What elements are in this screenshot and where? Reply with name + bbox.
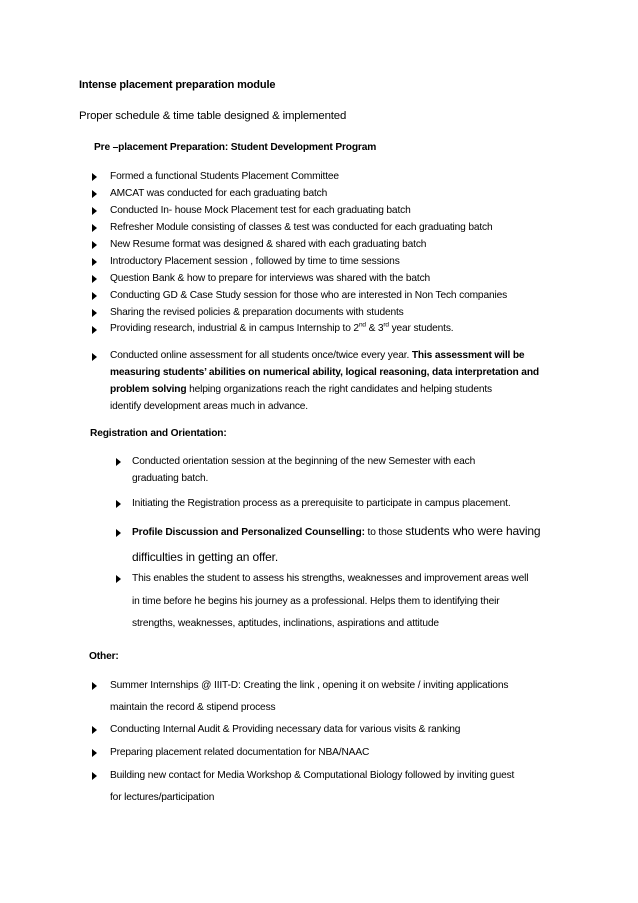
bullet-icon: [92, 224, 97, 232]
list-item-continued: difficulties in getting an offer.: [132, 550, 279, 564]
bullet-icon: [92, 309, 97, 317]
list-item: Question Bank & how to prepare for interviews was shared with the batch: [110, 273, 431, 284]
bullet-icon: [92, 292, 97, 300]
bullet-icon: [92, 326, 97, 334]
list-item: This enables the student to assess his strengths, weaknesses and improvement areas well: [132, 573, 529, 584]
bullet-icon: [92, 241, 97, 249]
bullet-icon: [116, 458, 121, 466]
bullet-icon: [92, 772, 97, 780]
registration-title: Registration and Orientation:: [90, 428, 227, 439]
list-item: Building new contact for Media Workshop & Computational Biology followed by inviting guest: [110, 770, 515, 781]
bullet-icon: [92, 353, 97, 361]
list-item: Sharing the revised policies & preparation documents with students: [110, 307, 404, 318]
bullet-icon: [92, 258, 97, 266]
list-item-continued: for lectures/participation: [110, 792, 215, 803]
bullet-icon: [116, 529, 121, 537]
bullet-icon: [116, 500, 121, 508]
bullet-icon: [92, 275, 97, 283]
bullet-icon: [92, 173, 97, 181]
heading: Intense placement preparation module: [79, 79, 276, 91]
bullet-icon: [92, 207, 97, 215]
bullet-icon: [92, 726, 97, 734]
bullet-icon: [92, 682, 97, 690]
list-item: Preparing placement related documentation for NBA/NAAC: [110, 747, 370, 758]
document-page: Intense placement preparation module Proper schedule & time table designed & implemented Pre –placement Preparation: Student Development Program Formed a functional Students Placement Committee AMCAT was conducted for each graduating batch Conducted In- house Mock Placement test for each graduating batch Refresher Module consisting of classes & test was conducted for each graduating batch New Resume format was designed & shared with each graduating batch Introductory Placement session , followed by time to time sessions Question Bank & how to prepare for interviews was shared with the batch Conducting GD & Case Study session for those who are interested in Non Tech companies Sharing the revised policies & preparation documents with students Providing research, industrial & in campus Internship to 2nd & 3rd year students. Conducted online assessment for all students once/twice every year. This assessment will be measuring students’ abilities on numerical ability, logical reasoning, data interpretation and problem solving helping organizations reach the right candidates and helping students identify development areas much in advance. Registration and Orientation: Conducted orientation session at the beginning of the new Semester with each graduating batch. Initiating the Registration process as a prerequisite to participate in campus placement. Profile Discussion and Personalized Counselling: to those students who were having difficulties in getting an offer. This enables the student to assess his strengths, weaknesses and improvement areas well in time before he begins his journey as a professional. Helps them to identifying their strengths, weaknesses, aptitudes, inclinations, aspirations and attitude Other: Summer Internships @ IIIT-D: Creating the link , opening it on website / inviting applications maintain the record & stipend process Conducting Internal Audit & Providing necessary data for various visits & ranking Preparing placement related documentation for NBA/NAAC Building new contact for Media Workshop & Computational Biology followed by inviting guest for lectures/participation: [79, 79, 541, 803]
list-item: Refresher Module consisting of classes & test was conducted for each graduating batch: [110, 222, 493, 233]
bullet-icon: [92, 749, 97, 757]
list-item: Initiating the Registration process as a prerequisite to participate in campus placement.: [132, 498, 511, 509]
list-item: Conducting Internal Audit & Providing necessary data for various visits & ranking: [110, 724, 461, 735]
other-title: Other:: [89, 651, 119, 662]
list-item: Conducting GD & Case Study session for those who are interested in Non Tech companies: [110, 290, 508, 301]
list-item: Conducted orientation session at the beginning of the new Semester with each: [132, 456, 476, 467]
subheading: Proper schedule & time table designed & implemented: [79, 110, 347, 122]
list-item: AMCAT was conducted for each graduating batch: [110, 188, 328, 199]
program-title: Pre –placement Preparation: Student Development Program: [94, 142, 377, 153]
bullet-icon: [92, 190, 97, 198]
list-item: Formed a functional Students Placement Committee: [110, 171, 339, 182]
list-item: Introductory Placement session , followed by time to time sessions: [110, 256, 400, 267]
bullet-icon: [116, 575, 121, 583]
list-item: Summer Internships @ IIIT-D: Creating the link , opening it on website / inviting applications: [110, 680, 509, 691]
list-item: Profile Discussion and Personalized Counselling: to those students who were having: [132, 524, 541, 538]
list-item-continued: graduating batch.: [132, 473, 209, 484]
list-item: New Resume format was designed & shared with each graduating batch: [110, 239, 427, 250]
list-item-internship: Providing research, industrial & in campus Internship to 2nd & 3rd year students.: [110, 321, 454, 334]
list-item-continued: in time before he begins his journey as a professional. Helps them to identifying their: [132, 596, 500, 607]
list-item: Conducted In- house Mock Placement test for each graduating batch: [110, 205, 411, 216]
list-item-continued: strengths, weaknesses, aptitudes, inclinations, aspirations and attitude: [132, 618, 439, 629]
list-item-continued: maintain the record & stipend process: [110, 702, 276, 713]
